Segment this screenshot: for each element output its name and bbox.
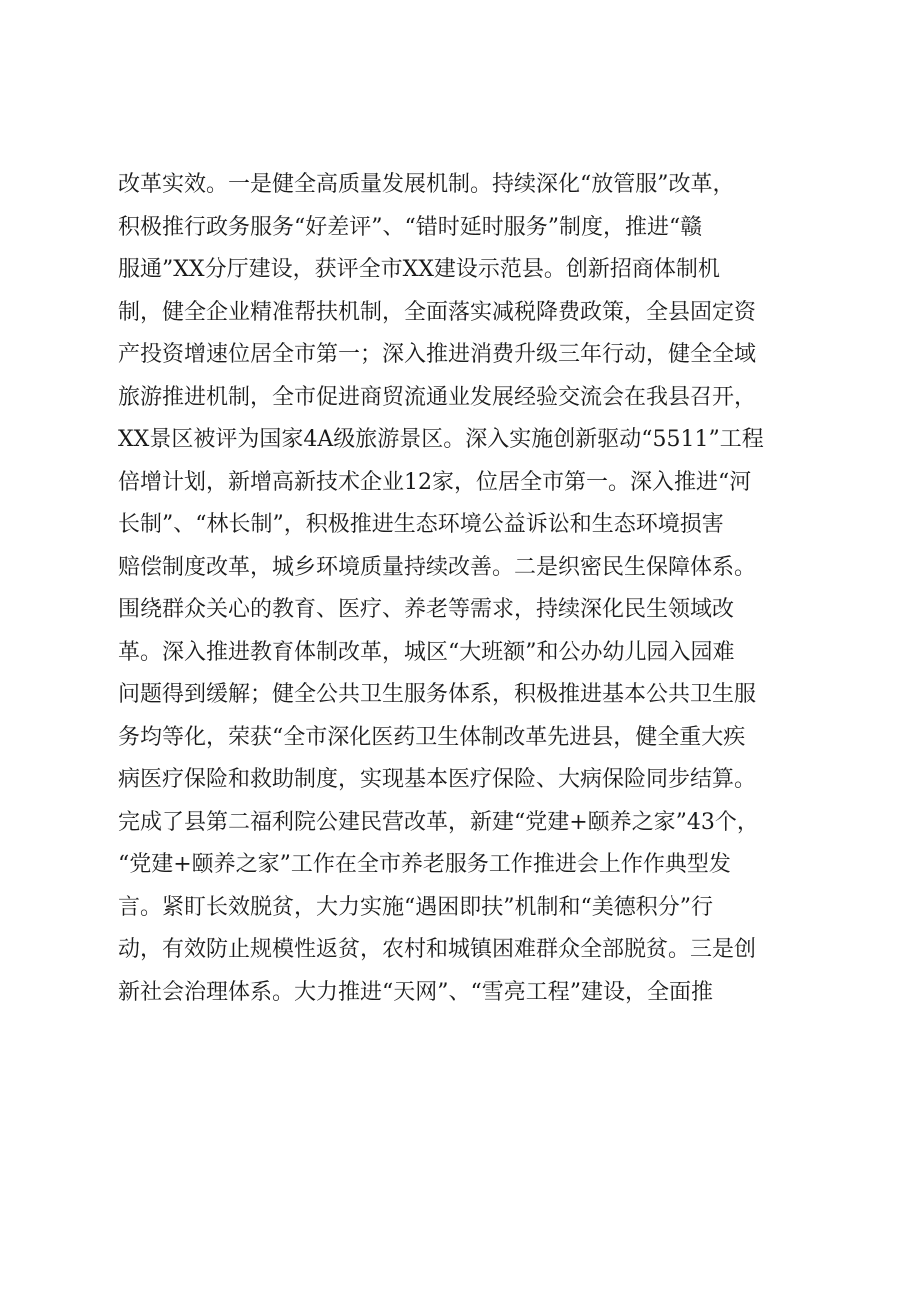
text-line: 产投资增速位居全市第一；深入推进消费升级三年行动，健全全域 [118, 342, 757, 367]
text-line: 服通”XX分厅建设，获评全市XX建设示范县。创新招商体制机 [118, 257, 720, 282]
text-line: 长制”、“林长制”，积极推进生态环境公益诉讼和生态环境损害 [118, 512, 724, 537]
text-line: XX景区被评为国家4A级旅游景区。深入实施创新驱动“5511”工程 [118, 427, 764, 452]
text-line: 新社会治理体系。大力推进“天网”、“雪亮工程”建设，全面推 [118, 979, 713, 1005]
text-line: 动，有效防止规模性返贫，农村和城镇困难群众全部脱贫。三是创 [118, 937, 757, 962]
text-line: 旅游推进机制，全市促进商贸流通业发展经验交流会在我县召开， [118, 384, 757, 410]
text-line: 完成了县第二福利院公建民营改革，新建“党建+颐养之家”43个， [118, 809, 759, 835]
text-line: 革。深入推进教育体制改革，城区“大班额”和公办幼儿园入园难 [118, 639, 735, 665]
text-line: 问题得到缓解；健全公共卫生服务体系，积极推进基本公共卫生服 [118, 682, 757, 707]
text-line: 倍增计划，新增高新技术企业12家，位居全市第一。深入推进“河 [118, 469, 752, 495]
text-line: 积极推行政务服务“好差评”、“错时延时服务”制度，推进“赣 [118, 214, 703, 240]
text-line: “党建+颐养之家”工作在全市养老服务工作推进会上作作典型发 [118, 852, 731, 877]
body-text [118, 164, 808, 1014]
text-line: 务均等化，荣获“全市深化医药卫生体制改革先进县，健全重大疾 [118, 724, 746, 750]
text-line: 赔偿制度改革，城乡环境质量持续改善。二是织密民生保障体系。 [118, 554, 757, 580]
text-line: 围绕群众关心的教育、医疗、养老等需求，持续深化民生领域改 [118, 597, 735, 622]
text-line: 改革实效。一是健全高质量发展机制。持续深化“放管服”改革， [118, 172, 735, 197]
text-line: 言。紧盯长效脱贫，大力实施“遇困即扶”机制和“美德积分”行 [118, 894, 713, 920]
text-line: 病医疗保险和救助制度，实现基本医疗保险、大病保险同步结算。 [118, 767, 757, 792]
text-line: 制，健全企业精准帮扶机制，全面落实减税降费政策，全县固定资 [118, 299, 757, 325]
